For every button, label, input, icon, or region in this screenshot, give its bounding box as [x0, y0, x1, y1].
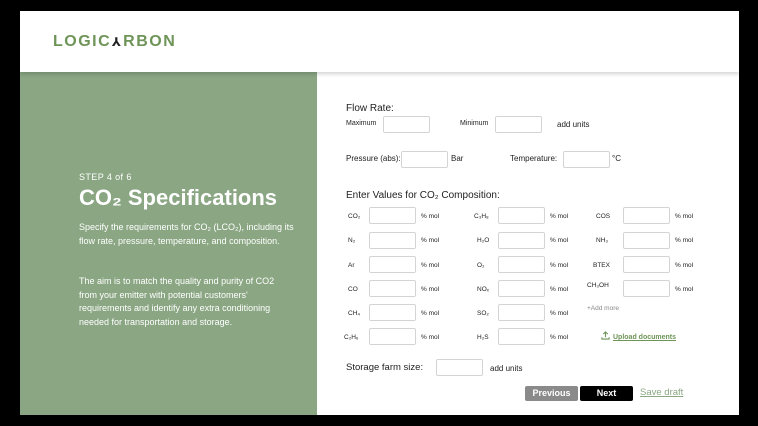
h2o-input[interactable] — [498, 232, 545, 249]
comp-label-o2: O₂ — [477, 262, 485, 269]
unit-nh3: % mol — [675, 237, 694, 244]
composition-label: Enter Values for CO₂ Composition: — [346, 190, 500, 201]
unit-ch3oh: % mol — [675, 286, 694, 293]
flow-rate-label: Flow Rate: — [346, 103, 394, 114]
comp-label-cos: COS — [596, 213, 611, 220]
temperature-label: Temperature: — [510, 154, 558, 163]
unit-ar: % mol — [421, 262, 440, 269]
app-frame — [20, 11, 739, 415]
btex-input[interactable] — [623, 256, 670, 273]
comp-label-nh3: NH₃ — [596, 237, 609, 244]
nox-input[interactable] — [498, 280, 545, 297]
co-input[interactable] — [369, 280, 416, 297]
unit-h2s: % mol — [550, 334, 569, 341]
maximum-label: Maximum — [346, 120, 377, 127]
unit-btex: % mol — [675, 262, 694, 269]
upload-documents-link[interactable] — [601, 331, 676, 341]
header — [20, 11, 739, 72]
co2-input[interactable] — [369, 207, 416, 224]
storage-label: Storage farm size: — [346, 362, 424, 373]
comp-label-so2: SO₂ — [477, 310, 489, 317]
save-draft-link[interactable]: Save draft — [640, 387, 684, 398]
comp-label-h2s: H₂S — [477, 334, 489, 341]
form-panel — [317, 72, 739, 415]
unit-co: % mol — [421, 286, 440, 293]
ch3oh-input[interactable] — [623, 280, 670, 297]
o2-input[interactable] — [498, 256, 545, 273]
previous-button[interactable]: Previous — [525, 386, 578, 401]
c3h8-input[interactable] — [498, 207, 545, 224]
description-1: Specify the requirements for CO₂ (LCO₂), including its flow rate, pressure, temperature, and composition. — [79, 222, 294, 246]
unit-co2: % mol — [421, 213, 440, 220]
comp-label-n2: N₂ — [348, 237, 356, 244]
pressure-unit: Bar — [451, 154, 464, 163]
unit-so2: % mol — [550, 310, 569, 317]
storage-input[interactable] — [436, 359, 483, 376]
n2-input[interactable] — [369, 232, 416, 249]
comp-label-co: CO — [348, 286, 358, 293]
flow-add-units[interactable]: add units — [557, 120, 590, 129]
comp-label-co2: CO₂ — [348, 213, 361, 220]
flow-max-input[interactable] — [383, 116, 430, 133]
unit-ch4: % mol — [421, 310, 440, 317]
storage-add-units[interactable]: add units — [490, 364, 523, 373]
pressure-input[interactable] — [401, 151, 448, 168]
comp-label-nox: NOₓ — [477, 286, 489, 293]
ar-input[interactable] — [369, 256, 416, 273]
comp-label-h2o: H₂O — [477, 237, 490, 244]
c2h6-input[interactable] — [369, 328, 416, 345]
flow-min-input[interactable] — [495, 116, 542, 133]
sidebar — [20, 72, 317, 415]
h2s-input[interactable] — [498, 328, 545, 345]
comp-label-c2h6: C₂H₆ — [344, 334, 359, 341]
upload-icon — [601, 331, 610, 340]
unit-n2: % mol — [421, 237, 440, 244]
unit-h2o: % mol — [550, 237, 569, 244]
minimum-label: Minimum — [460, 120, 489, 127]
logicarbon-logo[interactable]: LOGIC⅄RBON — [53, 33, 177, 50]
unit-c3h8: % mol — [550, 213, 569, 220]
nh3-input[interactable] — [623, 232, 670, 249]
step-indicator: STEP 4 of 6 — [79, 172, 132, 182]
comp-label-btex: BTEX — [593, 262, 610, 269]
comp-label-c3h8: C₃H₈ — [474, 213, 489, 220]
cos-input[interactable] — [623, 207, 670, 224]
temperature-unit: °C — [612, 154, 621, 163]
logo-mark-icon: ⅄ — [111, 35, 123, 49]
unit-c2h6: % mol — [421, 334, 440, 341]
comp-label-ch3oh: CH₃OH — [587, 282, 609, 289]
ch4-input[interactable] — [369, 304, 416, 321]
add-more-link[interactable]: +Add more — [587, 305, 619, 312]
temperature-input[interactable] — [563, 151, 610, 168]
upload-label: Upload documents — [613, 334, 677, 341]
page-title: CO₂ Specifications — [79, 185, 278, 210]
unit-cos: % mol — [675, 213, 694, 220]
unit-nox: % mol — [550, 286, 569, 293]
next-button[interactable]: Next — [580, 386, 633, 401]
so2-input[interactable] — [498, 304, 545, 321]
comp-label-ch4: CH₄ — [348, 310, 361, 317]
comp-label-ar: Ar — [348, 262, 355, 269]
pressure-label: Pressure (abs): — [346, 154, 401, 163]
unit-o2: % mol — [550, 262, 569, 269]
description-2: The aim is to match the quality and purity of CO2 from your emitter with potential customers' requirements and identify any extra conditioning needed for transportation and storage. — [79, 276, 275, 327]
